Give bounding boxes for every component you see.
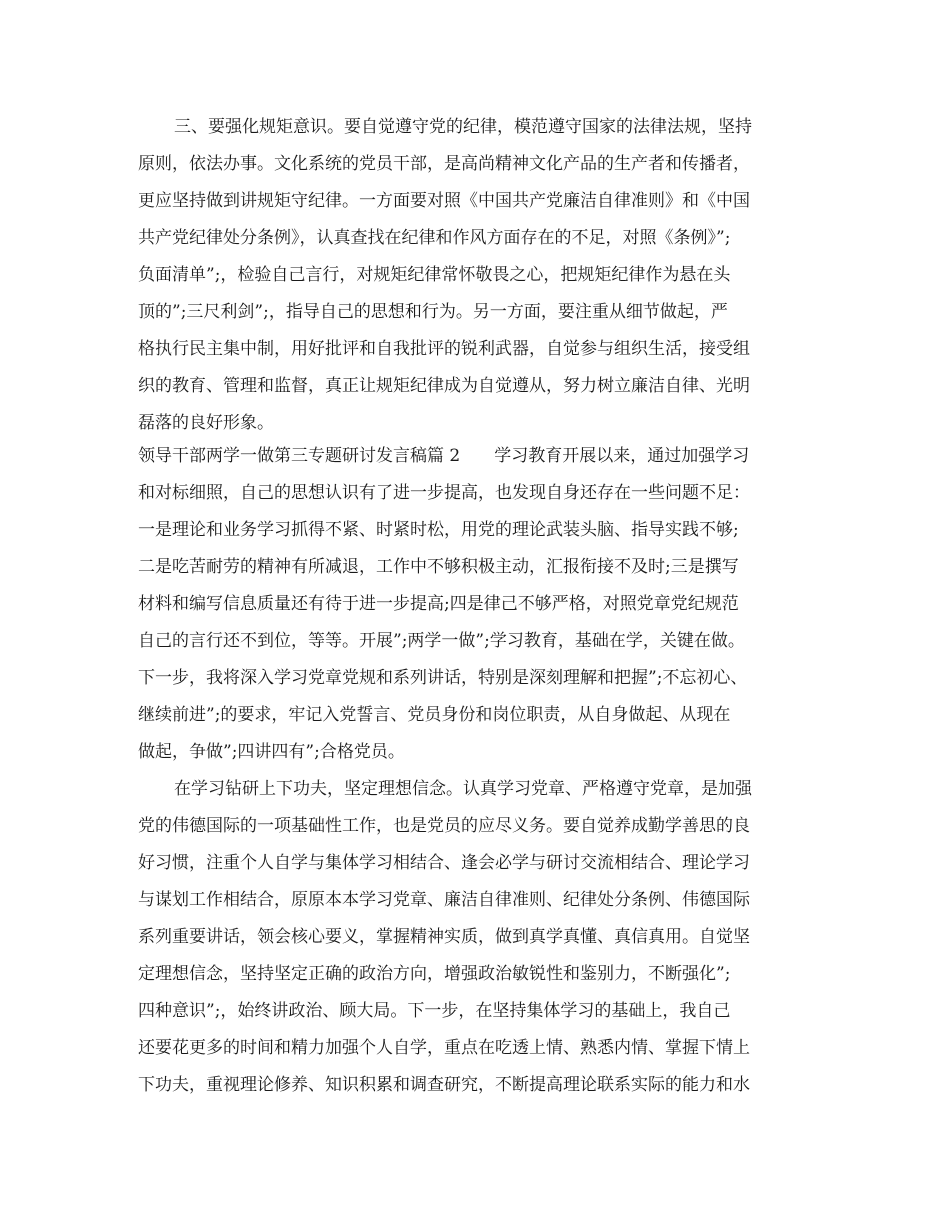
text-line: 自己的言行还不到位，等等。开展”;两学一做”;学习教育，基础在学，关键在做。 xyxy=(138,631,745,651)
text-line: 一是理论和业务学习抓得不紧、时紧时松，用党的理论武装头脑、指导实践不够; xyxy=(138,520,739,540)
text-line: 负面清单”;，检验自己言行，对规矩纪律常怀敬畏之心，把规矩纪律作为悬在头 xyxy=(138,265,731,285)
text-line: 在学习钻研上下功夫，坚定理想信念。认真学习党章、严格遵守党章，是加强 xyxy=(174,779,752,799)
text-line: 好习惯，注重个人自学与集体学习相结合、逢会必学与研讨交流相结合、理论学习 xyxy=(138,853,750,873)
text-line: 材料和编写信息质量还有待于进一步提高;四是律己不够严格，对照党章党纪规范 xyxy=(138,594,739,614)
text-line: 下一步，我将深入学习党章党规和系列讲话，特别是深刻理解和把握”;不忘初心、 xyxy=(138,668,748,688)
text-line: 二是吃苦耐劳的精神有所减退，工作中不够积极主动，汇报衔接不及时;三是撰写 xyxy=(138,557,739,577)
text-line: 继续前进”;的要求，牢记入党誓言、党员身份和岗位职责，从自身做起、从现在 xyxy=(138,705,731,725)
text-line: 定理想信念，坚持坚定正确的政治方向，增强政治敏锐性和鉴别力，不断强化”; xyxy=(138,964,731,984)
text-line: 党的伟德国际的一项基础性工作，也是党员的应尽义务。要自觉养成勤学善思的良 xyxy=(138,816,750,836)
text-line: 还要花更多的时间和精力加强个人自学，重点在吃透上情、熟悉内情、掌握下情上 xyxy=(138,1038,750,1058)
text-line: 磊落的良好形象。 xyxy=(138,413,274,433)
text-line: 顶的”;三尺利剑”;，指导自己的思想和行为。另一方面，要注重从细节做起，严 xyxy=(138,302,728,322)
text-line: 系列重要讲话，领会核心要义，掌握精神实质，做到真学真懂、真信真用。自觉坚 xyxy=(138,927,750,947)
text-line: 原则，依法办事。文化系统的党员干部，是高尚精神文化产品的生产者和传播者， xyxy=(138,154,750,174)
text-line: 织的教育、管理和监督，真正让规矩纪律成为自觉遵从，努力树立廉洁自律、光明 xyxy=(138,376,750,396)
text-line: 下功夫，重视理论修养、知识积累和调查研究，不断提高理论联系实际的能力和水 xyxy=(138,1075,750,1095)
text-line: 格执行民主集中制，用好批评和自我批评的锐利武器，自觉参与组织生活，接受组 xyxy=(138,339,750,359)
text-line: 三、要强化规矩意识。要自觉遵守党的纪律，模范遵守国家的法律法规，坚持 xyxy=(174,117,752,137)
section-heading-line: 领导干部两学一做第三专题研讨发言稿篇 2 学习教育开展以来，通过加强学习 xyxy=(138,446,750,466)
text-line: 做起，争做”;四讲四有”;合格党员。 xyxy=(138,742,405,762)
text-line: 共产党纪律处分条例》，认真查找在纪律和作风方面存在的不足，对照《条例》”; xyxy=(138,228,731,248)
text-line: 更应坚持做到讲规矩守纪律。一方面要对照《中国共产党廉洁自律准则》和《中国 xyxy=(138,191,750,211)
text-line: 和对标细照，自己的思想认识有了进一步提高，也发现自身还存在一些问题不足： xyxy=(138,483,750,503)
text-line: 四种意识”;，始终讲政治、顾大局。下一步，在坚持集体学习的基础上，我自己 xyxy=(138,1001,731,1021)
text-line: 与谋划工作相结合，原原本本学习党章、廉洁自律准则、纪律处分条例、伟德国际 xyxy=(138,890,750,910)
